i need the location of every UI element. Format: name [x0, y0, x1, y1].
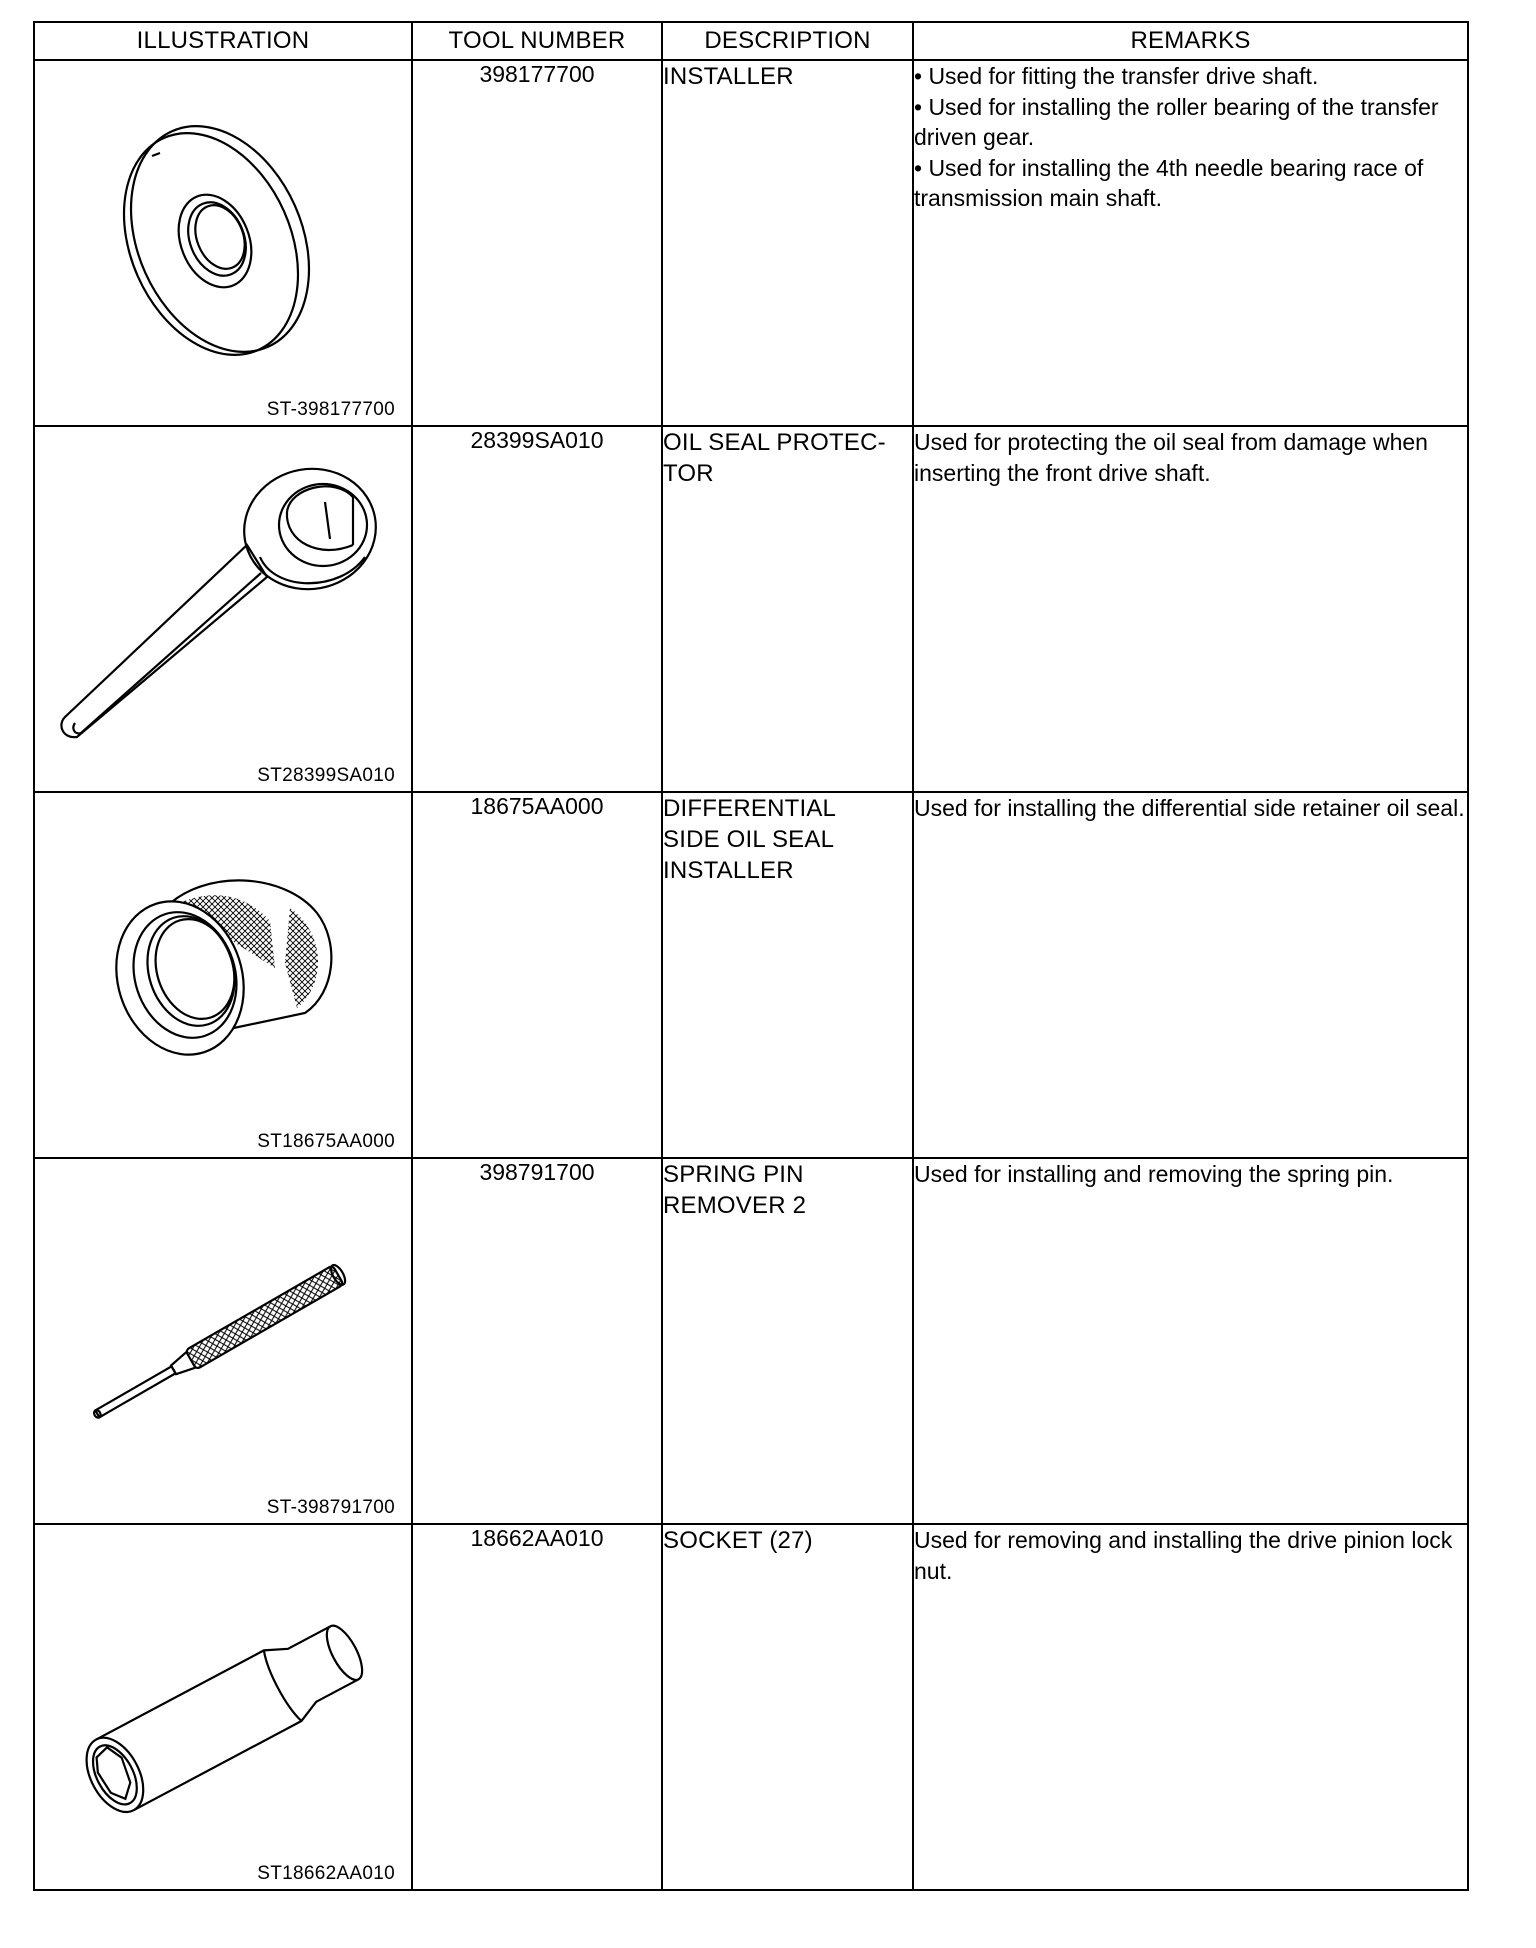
table-row — [34, 426, 1468, 792]
header-illustration: ILLUSTRATION — [34, 22, 412, 60]
tool-number-cell: 398177700 — [412, 60, 662, 426]
header-remarks: REMARKS — [913, 22, 1468, 60]
description-cell — [662, 426, 913, 792]
remarks-cell — [913, 1158, 1468, 1524]
remark-item: • Used for installing the 4th needle bearing race of transmission main shaft. — [914, 154, 1424, 211]
description-cell — [662, 1158, 913, 1524]
table-row — [34, 1524, 1468, 1890]
tool-number-cell: 398791700 — [412, 1158, 662, 1524]
illustration-code: ST-398177700 — [266, 399, 395, 420]
description-line: TOR — [663, 460, 714, 487]
table-row — [34, 792, 1468, 1158]
remarks-cell — [913, 60, 1468, 426]
illustration-cell — [34, 1524, 412, 1890]
tool-number-cell: 18675AA000 — [412, 792, 662, 1158]
remark-item: Used for installing and removing the spring pin. — [914, 1161, 1394, 1187]
illustration-code: ST28399SA010 — [257, 765, 395, 786]
installer-disc-icon — [35, 61, 409, 427]
illustration-cell — [34, 1158, 412, 1524]
description-cell — [662, 1524, 913, 1890]
description-line: SOCKET (27) — [663, 1527, 813, 1554]
illustration-code: ST18662AA010 — [257, 1863, 395, 1884]
description-line: REMOVER 2 — [663, 1192, 807, 1219]
description-line: SIDE OIL SEAL — [663, 826, 835, 853]
remarks-cell — [913, 1524, 1468, 1890]
description-line: DIFFERENTIAL — [663, 795, 837, 822]
remark-item: • Used for installing the roller bearing of the transfer driven gear. — [914, 93, 1439, 150]
remarks-cell — [913, 792, 1468, 1158]
description-line: SPRING PIN — [663, 1161, 804, 1188]
table-row — [34, 1158, 1468, 1524]
description-cell — [662, 792, 913, 1158]
remark-item: Used for protecting the oil seal from damage when inserting the front drive shaft. — [914, 429, 1428, 486]
table-header-row — [34, 22, 1468, 60]
illustration-cell — [34, 426, 412, 792]
description-line: INSTALLER — [663, 857, 794, 884]
oil-seal-protector-icon — [35, 427, 409, 793]
knurled-installer-icon — [35, 793, 409, 1159]
illustration-cell — [34, 60, 412, 426]
description-line: INSTALLER — [663, 63, 794, 90]
header-tool-number: TOOL NUMBER — [412, 22, 662, 60]
table-row — [34, 60, 1468, 426]
description-cell — [662, 60, 913, 426]
tool-number-cell: 28399SA010 — [412, 426, 662, 792]
illustration-code: ST18675AA000 — [257, 1131, 395, 1152]
description-line: OIL SEAL PROTEC- — [663, 429, 886, 456]
pin-punch-icon — [35, 1159, 409, 1525]
remark-item: Used for installing the differential side retainer oil seal. — [914, 795, 1465, 821]
header-description: DESCRIPTION — [662, 22, 913, 60]
special-tools-table — [33, 21, 1469, 1891]
remark-item: Used for removing and installing the drive pinion lock nut. — [914, 1527, 1453, 1584]
remark-item: • Used for fitting the transfer drive shaft. — [914, 63, 1319, 89]
socket-icon — [35, 1525, 409, 1891]
illustration-cell — [34, 792, 412, 1158]
illustration-code: ST-398791700 — [266, 1497, 395, 1518]
tool-number-cell: 18662AA010 — [412, 1524, 662, 1890]
remarks-cell — [913, 426, 1468, 792]
